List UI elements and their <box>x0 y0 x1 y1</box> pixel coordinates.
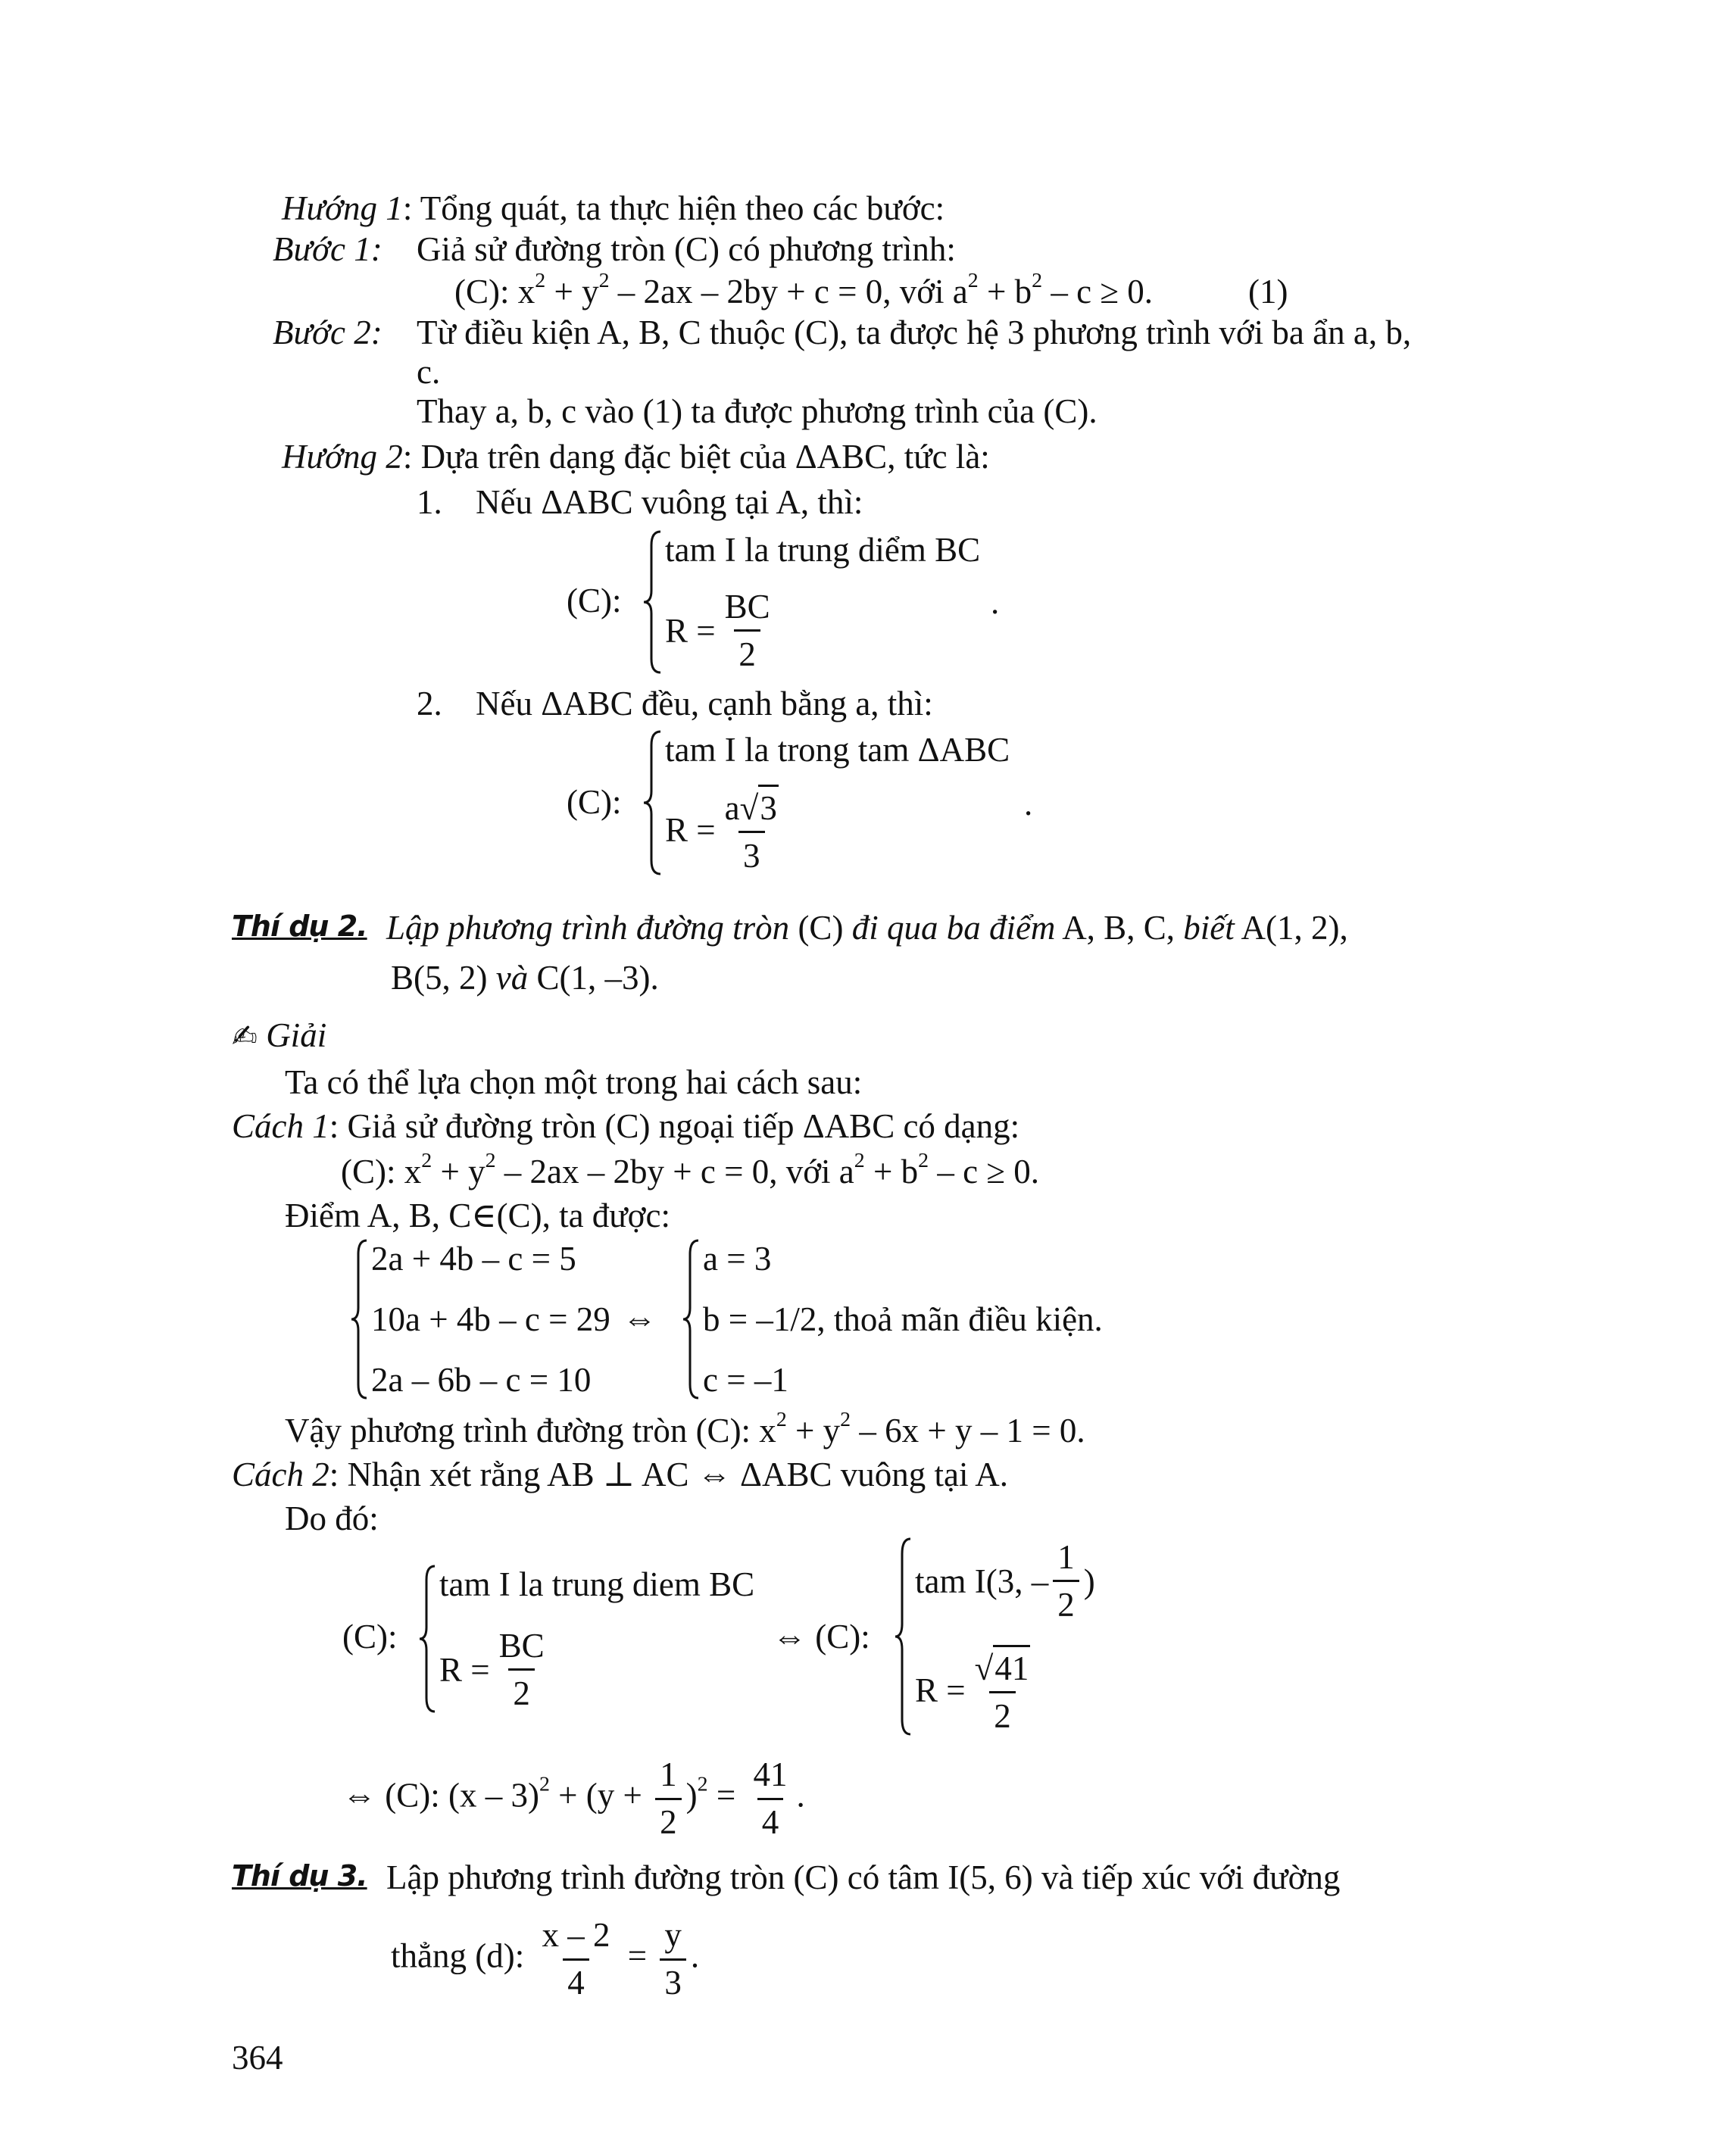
example3-line1: Lập phương trình đường tròn (C) có tâm I(5, 6) và tiếp xúc với đường <box>386 1858 1341 1896</box>
giai-heading <box>232 1016 326 1056</box>
system-left-row: 10a + 4b – c = 29 <box>371 1300 610 1338</box>
case2-system <box>642 730 1010 875</box>
cach2-line: Cách 2: Nhận xét rằng AB ⊥ AC ⇔ ΔABC vuông tại A. <box>232 1456 1008 1493</box>
cach2-c-label: (C): <box>342 1618 398 1655</box>
writing-hand-icon: ✍ <box>232 1018 258 1054</box>
cach1-result: Vậy phương trình đường tròn (C): $x^2 + y^2 - 6x + y - 1 = 0$. <box>285 1408 1085 1450</box>
final-fraction-half: $\frac{1}{2}$ <box>655 1755 682 1843</box>
example2-line1: Lập phương trình đường tròn (C) đi qua ba điểm A, B, C, biết A(1, 2), <box>386 909 1348 947</box>
left-brace-icon <box>642 530 662 674</box>
huong1-label: Hướng 1 <box>282 189 403 227</box>
left-brace-icon <box>642 730 662 875</box>
case1-c-label: (C): <box>567 582 622 619</box>
case2-row1: tam I la trong tam ΔABC <box>665 731 1010 769</box>
case1-text: Nếu ΔABC vuông tại A, thì: <box>476 483 863 521</box>
equation-1-number: (1) <box>1248 273 1288 311</box>
system-left-row: 2a + 4b – c = 5 <box>371 1240 576 1278</box>
huong1-text: : Tổng quát, ta thực hiện theo các bước: <box>402 189 945 227</box>
line-fraction-y: $\frac{y}{3}$ <box>660 1916 686 2003</box>
huong2-label: Hướng 2 <box>282 438 403 476</box>
buoc2-text: Từ điều kiện A, B, C thuộc (C), ta được hệ 3 phương trình với ba ẩn a, b, <box>417 314 1412 351</box>
huong2-text: : Dựa trên dạng đặc biệt của ΔABC, tức là: <box>402 438 990 476</box>
left-brace-icon <box>418 1565 436 1713</box>
cach1-line: Cách 1: Giả sử đường tròn (C) ngoại tiếp ΔABC có dạng: <box>232 1107 1020 1145</box>
case2-fraction: a √ 3 3 <box>720 785 783 875</box>
cach2b-fraction-half: $\frac{1}{2}$ <box>1053 1537 1079 1624</box>
cach2-row1: tam I la trung diem BC <box>439 1565 755 1603</box>
left-brace-icon <box>894 1537 912 1736</box>
case2-c-label: (C): <box>567 783 622 821</box>
cach1-equation: (C): $x^2 + y^2 - 2ax - 2by + c = 0$, với $a^2 + b^2 - c \ge 0$. <box>341 1149 1039 1191</box>
solution-intro: Ta có thể lựa chọn một trong hai cách sau: <box>285 1063 863 1101</box>
buoc2-label: Bước 2: <box>273 314 382 351</box>
do-do: Do đó: <box>285 1499 379 1537</box>
cach2-fraction: $\frac{BC}{2}$ <box>498 1627 545 1712</box>
cach2-system-left <box>418 1565 754 1713</box>
huong1-line <box>282 189 944 229</box>
cach2b-row1: tam I(3, – $\frac{1}{2}$ ) <box>915 1538 1095 1624</box>
left-brace-icon <box>350 1239 368 1400</box>
system-right-row: c = –1 <box>703 1361 788 1399</box>
line-fraction-x: $\frac{x - 2}{4}$ <box>542 1916 610 2002</box>
system-right-row: b = –1/2 , thoả mãn điều kiện. <box>703 1300 1103 1338</box>
case2-row2: R = a √ 3 3 <box>665 785 1010 875</box>
cach2b-fraction-root: √ 41 2 <box>970 1645 1035 1736</box>
buoc1-text: Giả sử đường tròn (C) có phương trình: <box>417 230 956 268</box>
cach2b-row2: R = √ 41 2 <box>915 1645 1095 1736</box>
case1-number: 1. <box>417 483 442 521</box>
buoc2-continuation: c. <box>417 353 441 391</box>
case1-system <box>642 530 980 674</box>
condition-note: , thoả mãn điều kiện. <box>816 1300 1103 1338</box>
example2-line2: B(5, 2) và C(1, –3). <box>391 959 659 997</box>
huong2-line <box>282 438 990 477</box>
example3-line2: thẳng (d): $\frac{x - 2}{4}$ = $\frac{y}{3}$ . <box>391 1916 700 2002</box>
points-line: Điểm A, B, C∈(C), ta được: <box>285 1197 670 1234</box>
example3-label: Thí dụ 3. <box>232 1859 367 1893</box>
equation-1: (C): $x^2 + y^2 - 2ax - 2by + c = 0$, với $a^2 + b^2 - c \ge 0$. <box>454 269 1153 311</box>
cach2-row2: R = $\frac{BC}{2}$ <box>439 1626 754 1713</box>
case1-dot: . <box>991 583 1000 621</box>
example2-label: Thí dụ 2. <box>232 910 367 943</box>
final-fraction-rhs: $\frac{41}{4}$ <box>753 1755 788 1841</box>
case1-row2: R = $\frac{BC}{2}$ <box>665 587 980 674</box>
cach2-system-right <box>894 1537 1095 1736</box>
buoc1-label: Bước 1: <box>273 230 382 268</box>
case2-number: 2. <box>417 685 442 722</box>
system-left-row: 2a – 6b – c = 10 <box>371 1361 592 1399</box>
cach2-iff: ⇔ (C): <box>773 1618 870 1655</box>
page-number: 364 <box>232 2039 283 2077</box>
case1-row1: tam I la trung diểm BC <box>665 531 981 569</box>
case2-dot: . <box>1024 785 1033 822</box>
case2-text: Nếu ΔABC đều, cạnh bằng a, thì: <box>476 685 933 722</box>
system-left <box>350 1239 610 1400</box>
case1-fraction: $\frac{BC}{2}$ <box>724 588 770 673</box>
system-right <box>682 1239 1103 1400</box>
giai-text: Giải <box>266 1016 327 1054</box>
buoc2-text2: Thay a, b, c vào (1) ta được phương trình của (C). <box>417 392 1097 430</box>
iff-symbol: ⇔ <box>623 1300 657 1337</box>
left-brace-icon <box>682 1239 700 1400</box>
system-right-row: a = 3 <box>703 1240 772 1278</box>
final-equation: ⇔ (C): (x – 3)$^2$ + (y + $\frac{1}{2}$ )$^2$ = $\frac{41}{4}$ . <box>342 1755 805 1841</box>
